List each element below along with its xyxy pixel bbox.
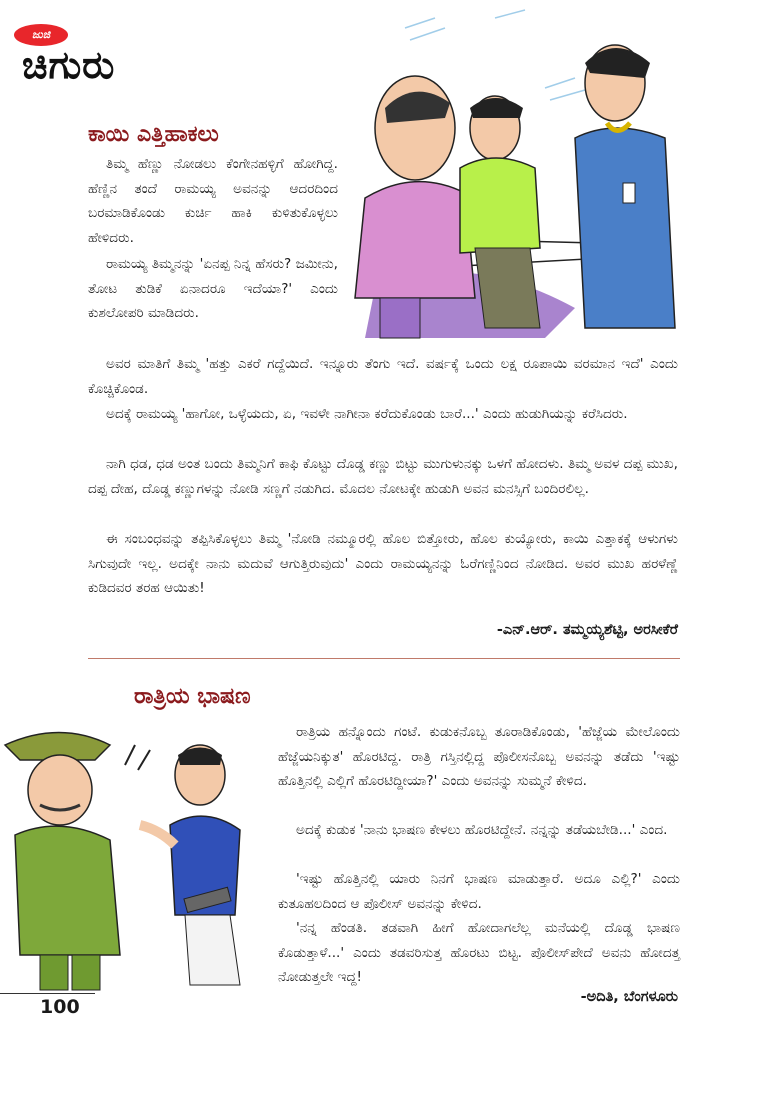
- story1-paragraph: ಈ ಸಂಬಂಧವನ್ನು ತಪ್ಪಿಸಿಕೊಳ್ಳಲು ತಿಮ್ಮ 'ನೋಡಿ ನಮ್ಮೂರಲ್ಲಿ ಹೊಲ ಬಿತ್ತೋರು, ಹೊಲ ಕುಯ್ಯೋರು, ಕಾಯಿ ಎತ್ತಾಕಕ್ಕೆ ಆಳುಗಳು ಸಿಗುವುದೇ ಇಲ್ಲ. ಅದಕ್ಕೇ ನಾನು ಮದುವೆ ಆಗುತ್ತಿರುವುದು' ಎಂದು ರಾಮಯ್ಯನನ್ನು ಓರೆಗಣ್ಣಿನಿಂದ ನೋಡಿದ. ಅವರ ಮುಖ ಹರಳೆಣ್ಣೆ ಕುಡಿದವರ ತರಹ ಆಯಿತು!: [88, 531, 678, 597]
- page-rule: [0, 993, 95, 994]
- magazine-masthead: [6, 8, 166, 88]
- story1-paragraph: ನಾಗಿ ಧಡ, ಧಡ ಅಂತ ಬಂದು ತಿಮ್ಮನಿಗೆ ಕಾಫಿ ಕೊಟ್ಟು ದೊಡ್ಡ ಕಣ್ಣು ಬಿಟ್ಟು ಮುಗುಳುನಕ್ಕು ಒಳಗೆ ಹೋದಳು. ತಿಮ್ಮ ಅವಳ ದಪ್ಪ ಮುಖ, ದಪ್ಪ ದೇಹ, ದೊಡ್ಡ ಕಣ್ಣುಗಳನ್ನು ನೋಡಿ ಸಣ್ಣಗೆ ನಡುಗಿದ. ಮೊದಲ ನೋಟಕ್ಕೇ ಹುಡುಗಿ ಅವನ ಮನಸ್ಸಿಗೆ ಬಂದಿರಲಿಲ್ಲ.: [88, 456, 678, 497]
- story2-paragraph: 'ಇಷ್ಟು ಹೊತ್ತಿನಲ್ಲಿ ಯಾರು ನಿನಗೆ ಭಾಷಣ ಮಾಡುತ್ತಾರೆ. ಅದೂ ಎಲ್ಲಿ?' ಎಂದು ಕುತೂಹಲದಿಂದ ಆ ಪೊಲೀಸ್ ಅವನನ್ನು ಕೇಳಿದ.: [278, 871, 680, 912]
- section-title: ಚಿಗುರು: [22, 42, 116, 87]
- story2-illustration: [0, 715, 270, 995]
- masthead-badge: ಜುಜಿ: [14, 24, 68, 46]
- story1-paragraph: ಅವರ ಮಾತಿಗೆ ತಿಮ್ಮ 'ಹತ್ತು ಎಕರೆ ಗದ್ದೆಯಿದೆ. ಇನ್ನೂರು ತೆಂಗು ಇದೆ. ವರ್ಷಕ್ಕೆ ಒಂದು ಲಕ್ಷ ರೂಪಾಯಿ ವರಮಾನ ಇದೆ' ಎಂದು ಕೊಚ್ಚಿಕೊಂಡ.: [88, 356, 678, 397]
- section-divider: [88, 658, 680, 659]
- story1-paragraph: ರಾಮಯ್ಯ ತಿಮ್ಮನನ್ನು 'ಏನಪ್ಪ ನಿನ್ನ ಹೆಸರು? ಜಮೀನು, ತೋಟ ತುಡಿಕೆ ಏನಾದರೂ ಇದೆಯಾ?' ಎಂದು ಕುಶಲೋಪರಿ ಮಾಡಿದರು.: [88, 256, 338, 322]
- story2-paragraph: ಅದಕ್ಕೆ ಕುಡುಕ 'ನಾನು ಭಾಷಣ ಕೇಳಲು ಹೊರಟಿದ್ದೇನೆ. ನನ್ನನ್ನು ತಡೆಯಬೇಡಿ...' ಎಂದ.: [296, 822, 668, 838]
- story1-paragraph: ಅದಕ್ಕೆ ರಾಮಯ್ಯ 'ಹಾಗೋ, ಒಳ್ಳೆಯದು, ಏ, ಇವಳೇ ನಾಗೀನಾ ಕರೆದುಕೊಂಡು ಬಾರೆ...' ಎಂದು ಹುಡುಗಿಯನ್ನು ಕರೆಸಿದರು.: [106, 406, 628, 422]
- story1-illustration: [345, 8, 685, 343]
- story2-paragraph: ರಾತ್ರಿಯ ಹನ್ನೊಂದು ಗಂಟೆ. ಕುಡುಕನೊಬ್ಬ ತೂರಾಡಿಕೊಂಡು, 'ಹೆಜ್ಜೆಯ ಮೇಲೊಂದು ಹೆಜ್ಜೆಯನಿಕ್ಕುತ' ಹೊರಟಿದ್ದ. ರಾತ್ರಿ ಗಸ್ತಿನಲ್ಲಿದ್ದ ಪೊಲೀಸನೊಬ್ಬ ಅವನನ್ನು ತಡೆದು 'ಇಷ್ಟು ಹೊತ್ತಿನಲ್ಲಿ ಎಲ್ಲಿಗೆ ಹೊರಟಿದ್ದೀಯಾ?' ಎಂದು ಅವನನ್ನು ಸುಮ್ಮನೆ ಕೇಳಿದ.: [278, 724, 680, 790]
- story1-byline: -ಎನ್.ಆರ್. ತಮ್ಮಯ್ಯಶೆಟ್ಟಿ, ಅರಸೀಕೆರೆ: [496, 622, 678, 638]
- story1-paragraph: ತಿಮ್ಮ ಹೆಣ್ಣು ನೋಡಲು ಕೆಂಗೇನಹಳ್ಳಿಗೆ ಹೋಗಿದ್ದ. ಹೆಣ್ಣಿನ ತಂದೆ ರಾಮಯ್ಯ ಅವನನ್ನು ಆದರದಿಂದ ಬರಮಾಡಿಕೊಂಡು ಕುರ್ಚಿ ಹಾಕಿ ಕುಳಿತುಕೊಳ್ಳಲು ಹೇಳಿದರು.: [88, 156, 338, 246]
- story2-title: ರಾತ್ರಿಯ ಭಾಷಣ: [134, 684, 251, 709]
- story2-byline: -ಅದಿತಿ, ಬೆಂಗಳೂರು: [580, 989, 678, 1005]
- story1-title: ಕಾಯಿ ಎತ್ತಿಹಾಕಲು: [88, 122, 219, 147]
- page-number: 100: [40, 996, 80, 1018]
- story2-paragraph: 'ನನ್ನ ಹೆಂಡತಿ. ತಡವಾಗಿ ಹೀಗೆ ಹೋದಾಗಲೆಲ್ಲ ಮನೆಯಲ್ಲಿ ದೊಡ್ಡ ಭಾಷಣ ಕೊಡುತ್ತಾಳೆ...' ಎಂದು ತಡವರಿಸುತ್ತ ಹೊರಟು ಬಿಟ್ಟ. ಪೊಲೀಸ್‌ಪೇದೆ ಅವನು ಹೋದತ್ತ ನೋಡುತ್ತಲೇ ಇದ್ದ!: [278, 920, 680, 986]
